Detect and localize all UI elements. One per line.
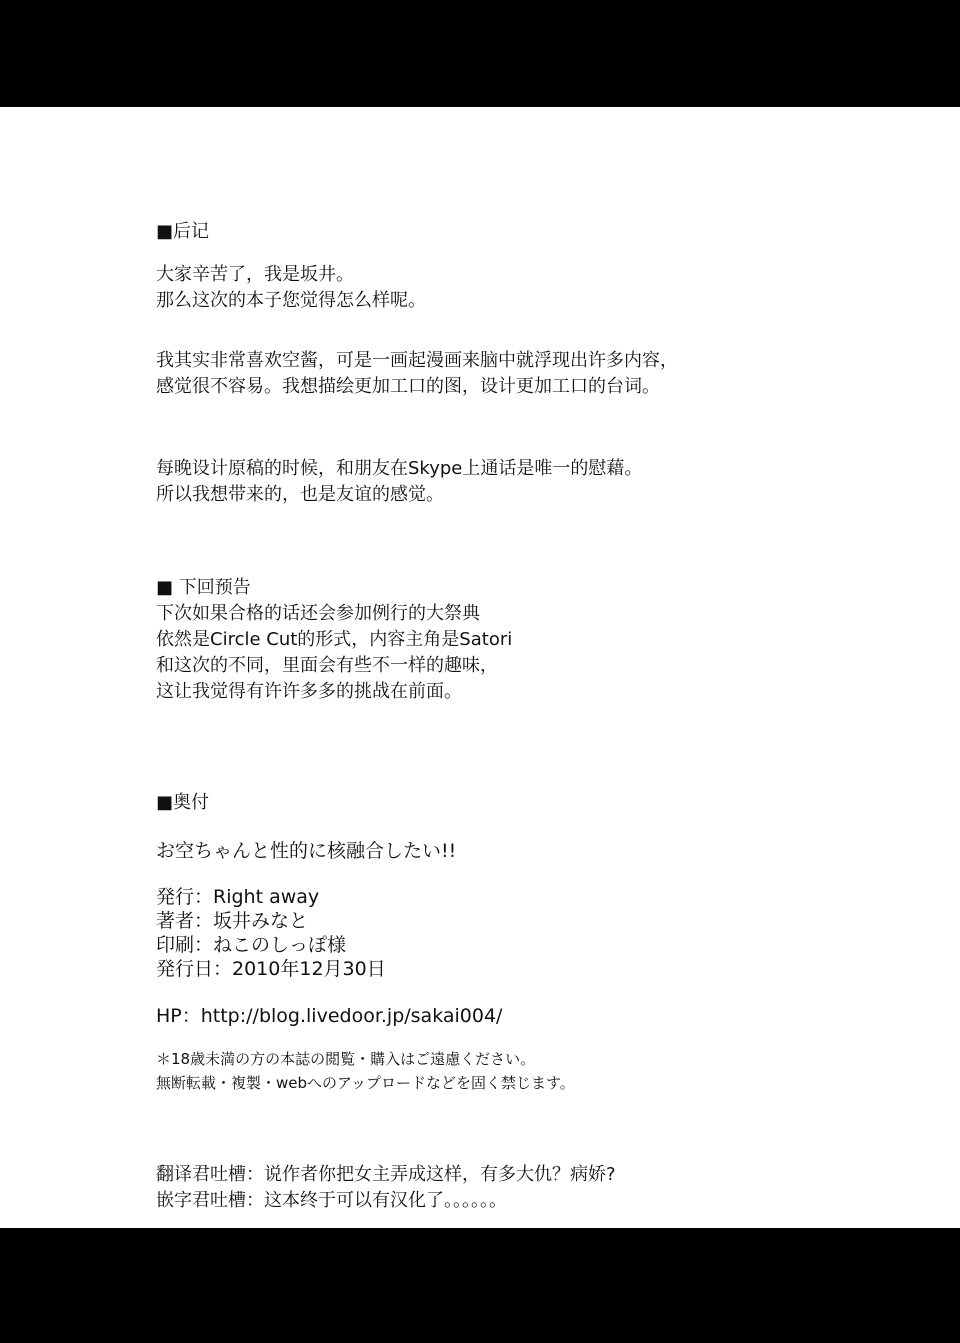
copyright-notice: 無断転載・複製・webへのアップロードなどを固く禁じます。 — [156, 1074, 575, 1092]
afterword-line: 每晚设计原稿的时候，和朋友在Skype上通话是唯一的慰藉。 — [156, 458, 643, 479]
afterword-heading: ■后记 — [156, 221, 210, 242]
afterword-line: 大家辛苦了，我是坂井。 — [156, 264, 354, 285]
colophon-notices — [156, 1047, 575, 1095]
next-preview-line: 依然是Circle Cut的形式，内容主角是Satori — [156, 629, 513, 650]
afterword-line: 所以我想带来的，也是友谊的感觉。 — [156, 484, 444, 505]
next-preview-line: 下次如果合格的话还会参加例行的大祭典 — [156, 603, 480, 624]
afterword-paragraph-1 — [156, 262, 426, 314]
homepage-line: HP：http://blog.livedoor.jp/sakai004/ — [156, 1005, 503, 1027]
next-preview-heading: ■ 下回预告 — [156, 577, 251, 598]
afterword-line: 那么这次的本子您觉得怎么样呢。 — [156, 290, 426, 311]
colophon-details — [156, 885, 386, 981]
printer-line: 印刷：ねこのしっぽ様 — [156, 934, 347, 956]
afterword-line: 我其实非常喜欢空酱，可是一画起漫画来脑中就浮现出许多内容， — [156, 350, 678, 371]
publisher-line: 発行：Right away — [156, 886, 320, 908]
publish-date-line: 発行日：2010年12月30日 — [156, 958, 386, 980]
age-notice: ＊18歳未満の方の本誌の閲覧・購入はご遠慮ください。 — [156, 1050, 536, 1068]
document-page — [0, 107, 960, 1228]
author-line: 著者：坂井みなと — [156, 910, 309, 932]
afterword-line: 感觉很不容易。我想描绘更加工口的图，设计更加工口的台词。 — [156, 376, 660, 397]
next-preview-line: 这让我觉得有许许多多的挑战在前面。 — [156, 681, 462, 702]
next-preview-line: 和这次的不同，里面会有些不一样的趣味， — [156, 655, 498, 676]
book-title: お空ちゃんと性的に核融合したい!! — [156, 840, 457, 862]
translator-notes — [156, 1162, 616, 1214]
translator-comment: 翻译君吐槽：说作者你把女主弄成这样，有多大仇？病娇? — [156, 1164, 616, 1185]
next-preview-section — [156, 575, 512, 705]
afterword-paragraph-2 — [156, 348, 678, 400]
typesetter-comment: 嵌字君吐槽：这本终于可以有汉化了。。。。。。 — [156, 1190, 507, 1211]
colophon-heading: ■奥付 — [156, 792, 210, 813]
afterword-paragraph-3 — [156, 456, 642, 508]
